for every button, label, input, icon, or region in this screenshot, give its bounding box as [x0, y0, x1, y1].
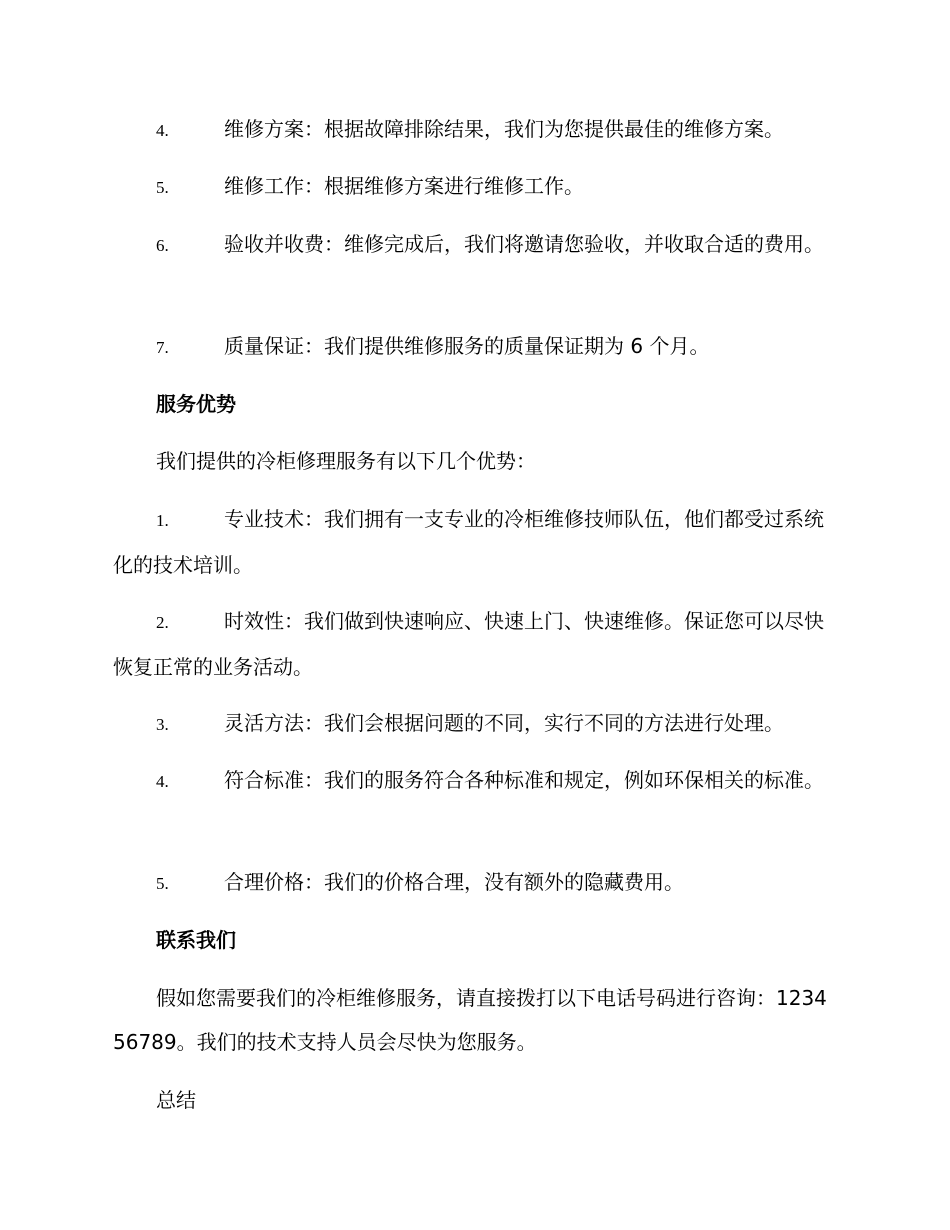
section-heading-advantages: 服务优势	[156, 392, 236, 416]
section-heading-summary: 总结	[156, 1088, 196, 1112]
process-step-6	[113, 222, 838, 268]
advantages-intro: 我们提供的冷柜修理服务有以下几个优势：	[156, 449, 536, 473]
advantage-item-2	[113, 599, 838, 689]
list-number: 4.	[156, 772, 169, 791]
section-heading-contact: 联系我们	[156, 928, 236, 952]
advantage-item-1	[113, 497, 838, 587]
list-text: 时效性：我们做到快速响应、快速上门、快速维修。保证您可以尽快恢复正常的业务活动。	[113, 609, 824, 679]
advantage-item-3	[113, 701, 838, 747]
list-text: 质量保证：我们提供维修服务的质量保证期为 6 个月。	[224, 334, 710, 358]
advantage-item-5	[113, 860, 838, 906]
list-text: 合理价格：我们的价格合理，没有额外的隐藏费用。	[224, 870, 684, 894]
list-text: 灵活方法：我们会根据问题的不同，实行不同的方法进行处理。	[224, 711, 784, 735]
list-number: 3.	[156, 715, 169, 734]
process-step-7	[113, 324, 838, 370]
list-text: 符合标准：我们的服务符合各种标准和规定，例如环保相关的标准。	[224, 768, 824, 792]
list-text: 维修方案：根据故障排除结果，我们为您提供最佳的维修方案。	[224, 117, 784, 141]
list-text: 维修工作：根据维修方案进行维修工作。	[224, 174, 584, 198]
list-number: 5.	[156, 178, 169, 197]
list-number: 4.	[156, 121, 169, 140]
list-number: 5.	[156, 874, 169, 893]
list-text: 专业技术：我们拥有一支专业的冷柜维修技师队伍，他们都受过系统化的技术培训。	[113, 507, 824, 577]
process-step-5	[113, 164, 838, 210]
contact-paragraph: 假如您需要我们的冷柜维修服务，请直接拨打以下电话号码进行咨询：123456789。我们的技术支持人员会尽快为您服务。	[113, 986, 827, 1054]
list-number: 6.	[156, 236, 169, 255]
list-number: 2.	[156, 613, 169, 632]
advantage-item-4	[113, 758, 838, 804]
list-number: 7.	[156, 338, 169, 357]
list-number: 1.	[156, 511, 169, 530]
process-step-4	[113, 107, 838, 153]
list-text: 验收并收费：维修完成后，我们将邀请您验收，并收取合适的费用。	[224, 232, 824, 256]
